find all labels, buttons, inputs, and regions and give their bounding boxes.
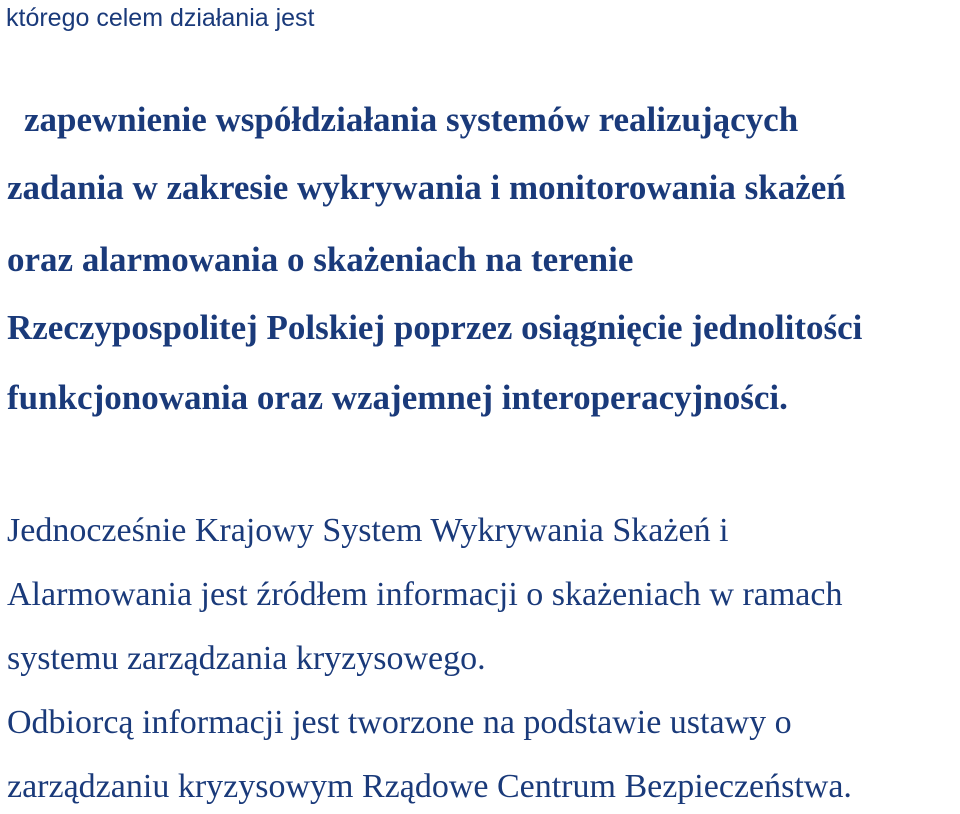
body-line-5: zarządzaniu kryzysowym Rządowe Centrum Bezpieczeństwa.: [7, 768, 852, 805]
purpose-line-2: zadania w zakresie wykrywania i monitorowania skażeń: [7, 168, 846, 207]
body-line-1: Jednocześnie Krajowy System Wykrywania Skażeń i: [7, 512, 729, 549]
body-line-2: Alarmowania jest źródłem informacji o skażeniach w ramach: [7, 576, 843, 613]
purpose-line-4: Rzeczypospolitej Polskiej poprzez osiągnięcie jednolitości: [7, 308, 863, 347]
intro-text: którego celem działania jest: [6, 4, 315, 32]
purpose-line-3: oraz alarmowania o skażeniach na terenie: [7, 240, 634, 279]
body-line-3: systemu zarządzania kryzysowego.: [7, 640, 486, 677]
purpose-line-5: funkcjonowania oraz wzajemnej interoperacyjności.: [7, 378, 788, 417]
purpose-line-1: zapewnienie współdziałania systemów realizujących: [24, 100, 799, 139]
body-line-4: Odbiorcą informacji jest tworzone na podstawie ustawy o: [7, 704, 792, 741]
